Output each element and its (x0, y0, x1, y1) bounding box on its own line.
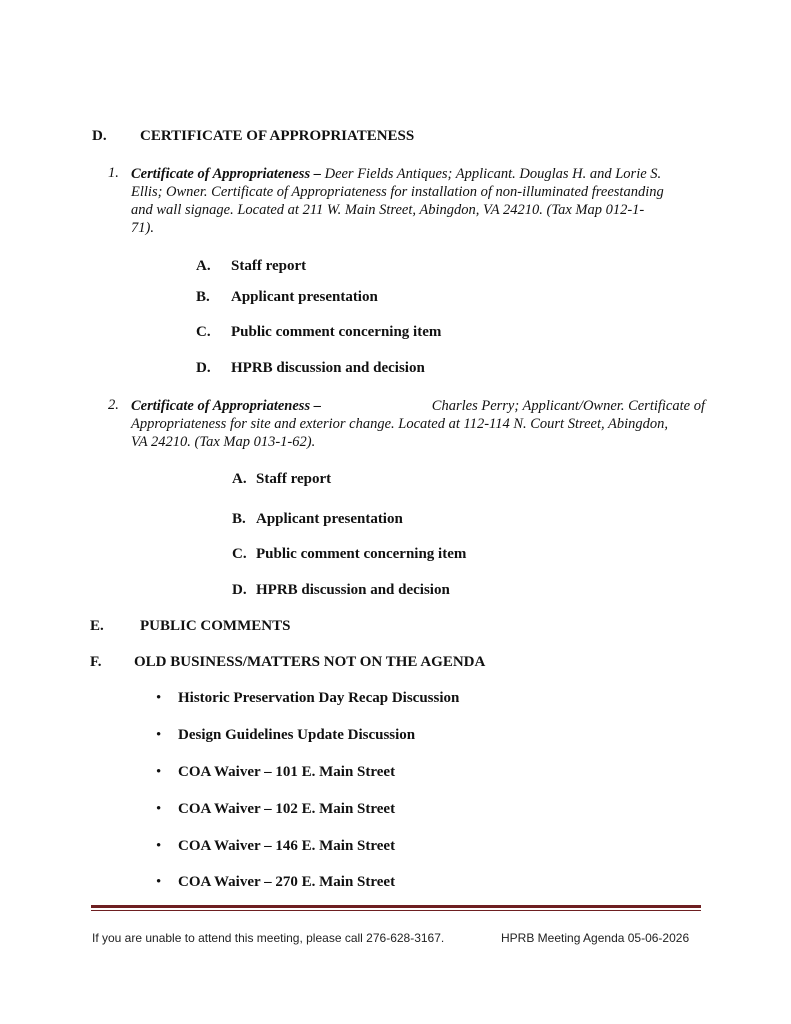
item1-line1 (131, 165, 705, 183)
item2-sub-c-letter: C. (232, 546, 247, 562)
item2-line1 (131, 397, 705, 415)
bullet-icon: • (156, 727, 162, 743)
old-business-item-1: Historic Preservation Day Recap Discussion (178, 690, 460, 706)
item1-sub-a-text: Staff report (231, 258, 307, 274)
bullet-icon: • (156, 764, 162, 780)
section-d-title: CERTIFICATE OF APPROPRIATENESS (140, 128, 415, 144)
item2-sub-b-letter: B. (232, 511, 246, 527)
item2-text-line1: Charles Perry; Applicant/Owner. Certificate of (431, 398, 705, 414)
item1-text-line2: Ellis; Owner. Certificate of Appropriateness for installation of non-illuminated freestanding (131, 184, 664, 200)
footer-rule-thin (91, 910, 701, 911)
bullet-icon: • (156, 801, 162, 817)
item2-sub-a-letter: A. (232, 471, 247, 487)
item2-sub-d-letter: D. (232, 582, 247, 598)
item2-text-line2: Appropriateness for site and exterior change. Located at 112-114 N. Court Street, Abingdon, (131, 416, 668, 432)
old-business-item-5: COA Waiver – 146 E. Main Street (178, 838, 396, 854)
item1-sub-c-text: Public comment concerning item (231, 324, 442, 340)
section-d-letter: D. (92, 128, 107, 144)
item1-sub-d-letter: D. (196, 360, 211, 376)
item2-text-line3: VA 24210. (Tax Map 013-1-62). (131, 434, 316, 450)
footer-rule-thick (91, 905, 701, 908)
item1-sub-a-letter: A. (196, 258, 211, 274)
section-e-title: PUBLIC COMMENTS (140, 618, 291, 634)
item2-sub-d-text: HPRB discussion and decision (256, 582, 450, 598)
footer-agenda-label: HPRB Meeting Agenda 05-06-2026 (501, 931, 690, 945)
item1-sub-b-letter: B. (196, 289, 210, 305)
old-business-item-4: COA Waiver – 102 E. Main Street (178, 801, 396, 817)
item1-sub-c-letter: C. (196, 324, 211, 340)
section-e-letter: E. (90, 618, 104, 634)
section-f-letter: F. (90, 654, 102, 670)
item1-text-line1: Deer Fields Antiques; Applicant. Douglas H. and Lorie S. (320, 166, 662, 182)
item1-text-line3: and wall signage. Located at 211 W. Main Street, Abingdon, VA 24210. (Tax Map 012-1- (131, 202, 645, 218)
footer-contact-text: If you are unable to attend this meeting, please call 276-628-3167. (92, 931, 445, 945)
item2-sub-b-text: Applicant presentation (256, 511, 403, 527)
item2-sub-c-text: Public comment concerning item (256, 546, 467, 562)
bullet-icon: • (156, 838, 162, 854)
item2-title: Certificate of Appropriateness – (131, 398, 321, 414)
item2-number: 2. (108, 397, 119, 413)
item1-number: 1. (108, 165, 119, 181)
section-f-title: OLD BUSINESS/MATTERS NOT ON THE AGENDA (134, 654, 486, 670)
item2-sub-a-text: Staff report (256, 471, 332, 487)
old-business-item-6: COA Waiver – 270 E. Main Street (178, 874, 396, 890)
bullet-icon: • (156, 874, 162, 890)
bullet-icon: • (156, 690, 162, 706)
item1-text-line4: 71). (131, 220, 154, 236)
item1-sub-d-text: HPRB discussion and decision (231, 360, 425, 376)
item1-title: Certificate of Appropriateness – (131, 166, 321, 182)
item1-sub-b-text: Applicant presentation (231, 289, 378, 305)
old-business-item-2: Design Guidelines Update Discussion (178, 727, 416, 743)
old-business-item-3: COA Waiver – 101 E. Main Street (178, 764, 396, 780)
